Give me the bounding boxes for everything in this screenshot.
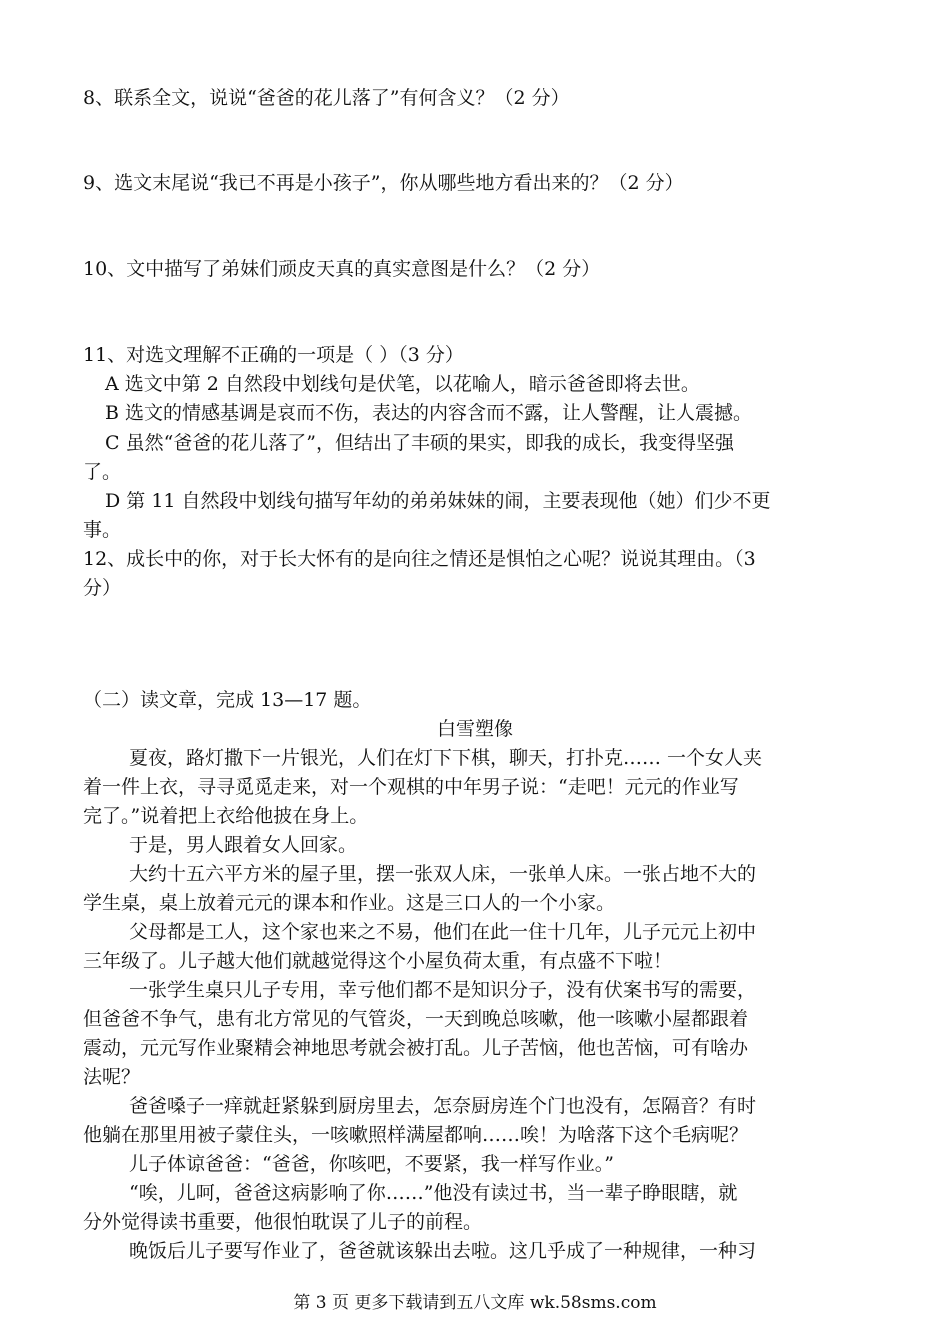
section-heading: （二）读文章，完成 13—17 题。 (83, 689, 372, 711)
question-9: 9、选文末尾说“我已不再是小孩子”，你从哪些地方看出来的？（2 分） (83, 172, 684, 194)
article-line: 他躺在那里用被子蒙住头，一咳嗽照样满屋都响……唉！为啥落下这个毛病呢？ (83, 1124, 749, 1146)
question-12: 12、成长中的你，对于长大怀有的是向往之情还是惧怕之心呢？说说其理由。（3 (83, 548, 756, 570)
question-12-cont: 分） (83, 577, 122, 599)
question-8: 8、联系全文，说说“爸爸的花儿落了”有何含义？（2 分） (83, 87, 570, 109)
article-line: 夏夜，路灯撒下一片银光，人们在灯下下棋，聊天，打扑克…… 一个女人夹 (129, 747, 763, 769)
question-11-option-d-cont: 事。 (83, 519, 122, 541)
article-line: 学生桌，桌上放着元元的课本和作业。这是三口人的一个小家。 (83, 892, 616, 914)
article-line: 大约十五六平方米的屋子里，摆一张双人床，一张单人床。一张占地不大的 (129, 863, 757, 885)
article-line: 父母都是工人，这个家也来之不易，他们在此一住十几年，儿子元元上初中 (129, 921, 757, 943)
page-footer: 第 3 页 更多下载请到五八文库 wk.58sms.com (293, 1293, 657, 1313)
article-line: 爸爸嗓子一痒就赶紧躲到厨房里去，怎奈厨房连个门也没有，怎隔音？有时 (129, 1095, 757, 1117)
article-line: 三年级了。儿子越大他们就越觉得这个小屋负荷太重，有点盛不下啦！ (83, 950, 673, 972)
article-line: 震动，元元写作业聚精会神地思考就会被打乱。儿子苦恼，他也苦恼，可有啥办 (83, 1037, 749, 1059)
question-10: 10、文中描写了弟妹们顽皮天真的真实意图是什么？（2 分） (83, 258, 601, 280)
article-line: “唉，儿呵，爸爸这病影响了你……”他没有读过书，当一辈子睁眼瞎，就 (129, 1182, 738, 1204)
article-line: 着一件上衣，寻寻觅觅走来，对一个观棋的中年男子说：“走吧！元元的作业写 (83, 776, 739, 798)
article-line: 一张学生桌只儿子专用，幸亏他们都不是知识分子，没有伏案书写的需要， (129, 979, 757, 1001)
article-line: 法呢？ (83, 1066, 141, 1088)
article-line: 晚饭后儿子要写作业了，爸爸就该躲出去啦。这几乎成了一种规律，一种习 (129, 1240, 757, 1262)
article-line: 儿子体谅爸爸：“爸爸，你咳吧，不要紧，我一样写作业。” (129, 1153, 614, 1175)
question-11-option-d: D 第 11 自然段中划线句描写年幼的弟弟妹妹的闹，主要表现他（她）们少不更 (105, 490, 771, 512)
article-title: 白雪塑像 (436, 718, 513, 740)
article-line: 于是，男人跟着女人回家。 (129, 834, 358, 856)
article-line: 分外觉得读书重要，他很怕耽误了儿子的前程。 (83, 1211, 483, 1233)
question-11: 11、对选文理解不正确的一项是（ ）（3 分） (83, 344, 464, 366)
article-line: 但爸爸不争气，患有北方常见的气管炎，一天到晚总咳嗽，他一咳嗽小屋都跟着 (83, 1008, 749, 1030)
question-11-option-c-cont: 了。 (83, 461, 122, 483)
question-11-option-b: B 选文的情感基调是哀而不伤，表达的内容含而不露，让人警醒，让人震撼。 (105, 402, 753, 424)
question-11-option-a: A 选文中第 2 自然段中划线句是伏笔，以花喻人，暗示爸爸即将去世。 (105, 373, 700, 395)
question-11-option-c: C 虽然“爸爸的花儿落了”，但结出了丰硕的果实，即我的成长，我变得坚强 (105, 432, 735, 454)
article-line: 完了。”说着把上衣给他披在身上。 (83, 805, 369, 827)
